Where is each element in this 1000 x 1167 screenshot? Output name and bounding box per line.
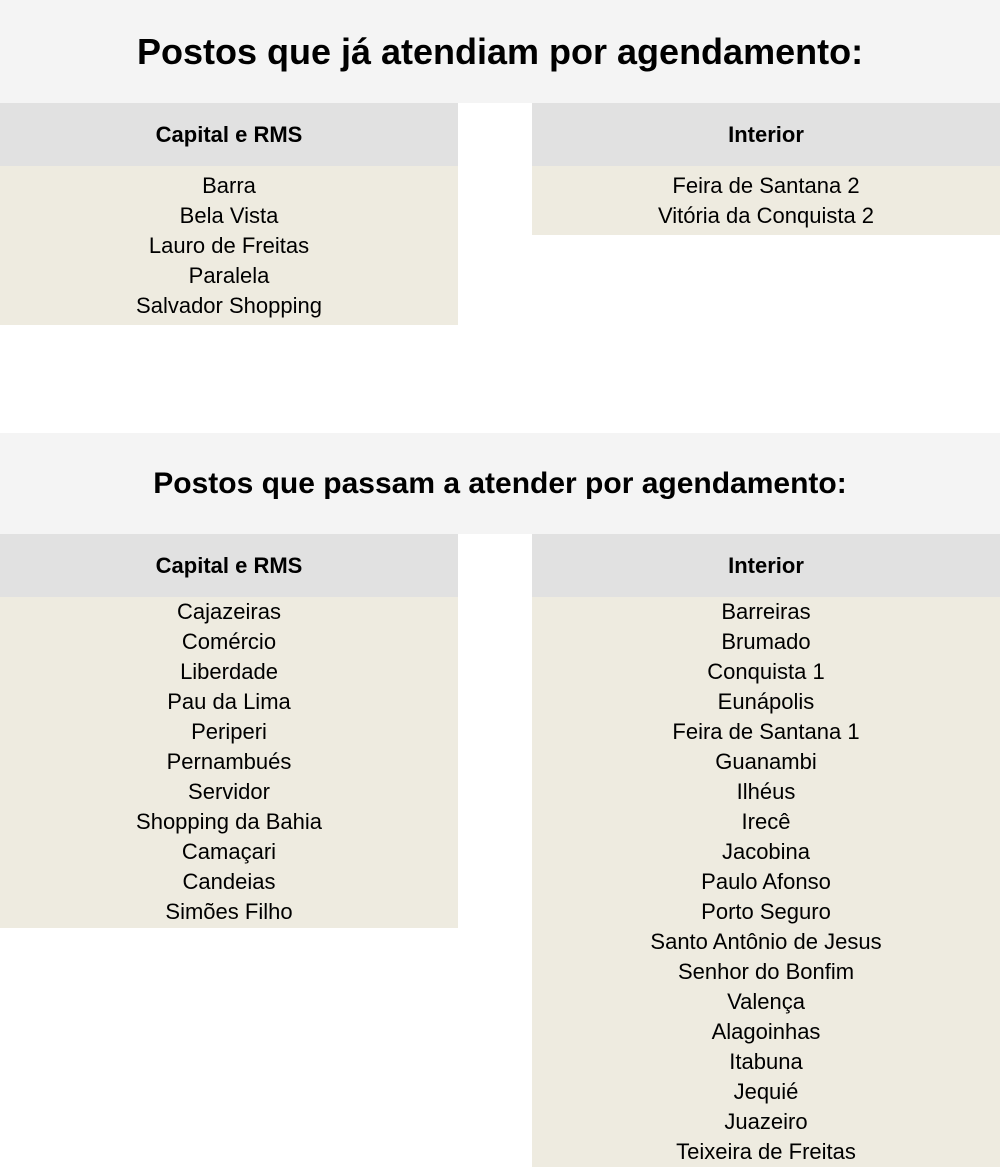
list-item: Bela Vista — [179, 203, 279, 228]
section1-interior-list — [532, 166, 1000, 235]
section1-capital-list — [0, 166, 458, 325]
section2-interior-list — [532, 597, 1000, 1167]
list-item: Barra — [202, 173, 256, 198]
list-item: Vitória da Conquista 2 — [657, 203, 875, 228]
list-item: Pernambués — [166, 749, 292, 774]
list-item: Camaçari — [181, 839, 277, 864]
list-item: Eunápolis — [717, 689, 815, 714]
list-item: Irecê — [741, 809, 791, 834]
list-item: Comércio — [181, 629, 277, 654]
list-item: Shopping da Bahia — [136, 809, 322, 834]
list-item: Alagoinhas — [711, 1019, 821, 1044]
list-item: Pau da Lima — [167, 689, 291, 714]
list-item: Liberdade — [180, 659, 278, 684]
list-item: Salvador Shopping — [136, 293, 322, 318]
section2-capital-list — [0, 597, 458, 928]
list-item: Periperi — [191, 719, 267, 744]
section2-capital-column — [0, 534, 458, 928]
list-item: Jacobina — [721, 839, 811, 864]
list-item: Barreiras — [721, 599, 811, 624]
list-item: Brumado — [721, 629, 811, 654]
list-item: Candeias — [182, 869, 276, 894]
list-item: Jequié — [733, 1079, 799, 1104]
list-item: Teixeira de Freitas — [676, 1139, 856, 1164]
section1-interior-header: Interior — [532, 103, 1000, 166]
section2-capital-header: Capital e RMS — [0, 534, 458, 597]
list-item: Santo Antônio de Jesus — [650, 929, 882, 954]
list-item: Guanambi — [715, 749, 817, 774]
list-item: Feira de Santana 2 — [672, 173, 860, 198]
list-item: Conquista 1 — [707, 659, 825, 684]
list-item: Paulo Afonso — [701, 869, 831, 894]
section1-title: Postos que já atendiam por agendamento: — [0, 0, 1000, 103]
section1-capital-column — [0, 103, 458, 325]
section1-interior-column — [532, 103, 1000, 235]
section2-interior-column — [532, 534, 1000, 1167]
list-item: Cajazeiras — [177, 599, 281, 624]
list-item: Lauro de Freitas — [148, 233, 310, 258]
list-item: Ilhéus — [736, 779, 796, 804]
section2-title: Postos que passam a atender por agendamento: — [0, 433, 1000, 534]
list-item: Porto Seguro — [701, 899, 831, 924]
section2-interior-header: Interior — [532, 534, 1000, 597]
list-item: Simões Filho — [165, 899, 293, 924]
list-item: Juazeiro — [724, 1109, 808, 1134]
list-item: Senhor do Bonfim — [677, 959, 855, 984]
list-item: Valença — [727, 989, 805, 1014]
section1-capital-header: Capital e RMS — [0, 103, 458, 166]
list-item: Servidor — [188, 779, 270, 804]
list-item: Paralela — [188, 263, 270, 288]
list-item: Feira de Santana 1 — [672, 719, 860, 744]
list-item: Itabuna — [729, 1049, 803, 1074]
